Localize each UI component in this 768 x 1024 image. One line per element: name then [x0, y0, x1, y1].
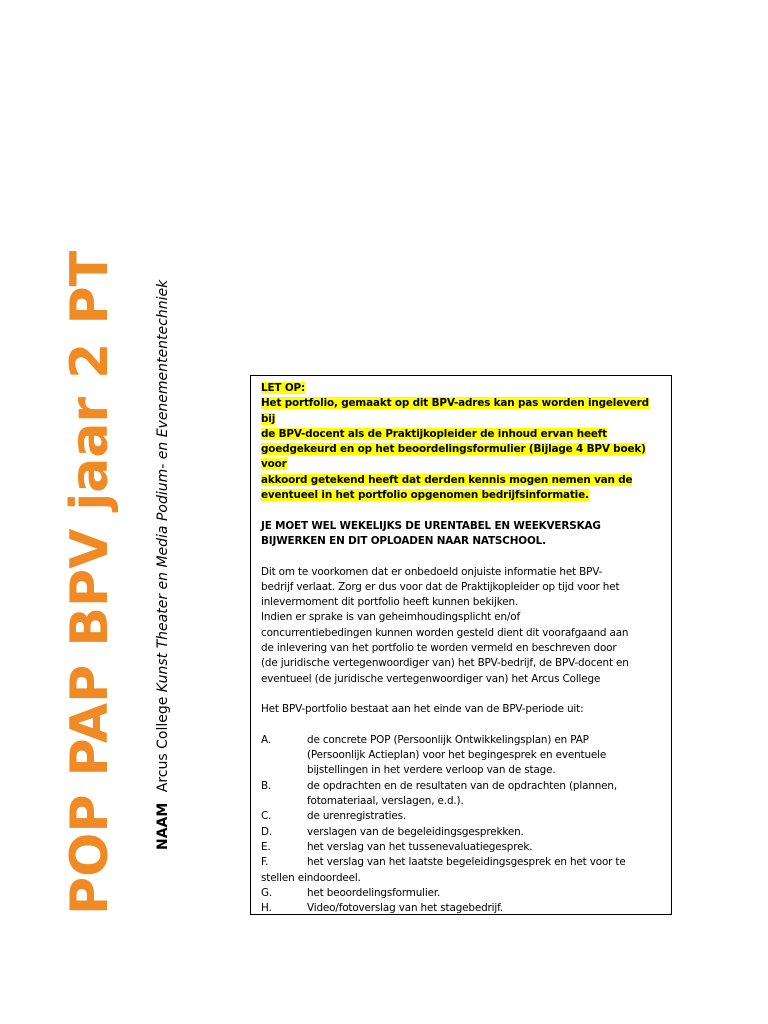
- list-text: het verslag van het laatste begeleidingsgesprek en het voor te: [307, 856, 626, 869]
- list-item: [261, 779, 663, 810]
- para-line: concurrentiebedingen kunnen worden gesteld dient dit voorafgaand aan: [261, 626, 629, 639]
- para-line: eventueel (de juridische vertegenwoordiger van) het Arcus College: [261, 672, 601, 685]
- school-name: Arcus College: [155, 696, 171, 793]
- list-text: stellen eindoordeel.: [261, 871, 361, 884]
- list-text: de concrete POP (Persoonlijk Ontwikkelingsplan) en PAP: [307, 733, 589, 746]
- list-text: (Persoonlijk Actieplan) voor het begingesprek en eventuele: [307, 749, 607, 762]
- let-op-heading: LET OP:: [261, 382, 305, 394]
- list-item: [261, 825, 663, 840]
- highlight-line: goedgekeurd en op het beoordelingsformulier (Bijlage 4 BPV boek) voor: [261, 443, 646, 471]
- notice-box: [250, 375, 672, 915]
- portfolio-list: [261, 733, 663, 917]
- list-item: [261, 840, 663, 855]
- list-text: fotomateriaal, verslagen, e.d.).: [307, 795, 464, 808]
- list-text: verslagen van de begeleidingsgesprekken.: [307, 825, 524, 838]
- caps-line: JE MOET WEL WEKELIJKS DE URENTABEL EN WEEKVERSKAG: [261, 519, 601, 532]
- list-item: [261, 886, 663, 901]
- highlight-line: akkoord getekend heeft dat derden kennis mogen nemen van de: [261, 473, 633, 486]
- list-letter: E.: [261, 840, 271, 853]
- student-school-line: [153, 280, 173, 850]
- list-text: bijstellingen in het verdere verloop van de stage.: [307, 764, 556, 777]
- list-letter: A.: [261, 733, 271, 746]
- list-text: Video/fotoverslag van het stagebedrijf.: [307, 902, 504, 915]
- caps-line: BIJWERKEN EN DIT OPLOADEN NAAR NATSCHOOL.: [261, 534, 546, 547]
- para-line: Indien er sprake is van geheimhoudingsplicht en/of: [261, 611, 520, 624]
- para-line: de inlevering van het portfolio te worden vermeld en beschreven door: [261, 642, 617, 655]
- department-name: Kunst Theater en Media Podium- en Evenemententechniek: [155, 279, 171, 693]
- portfolio-intro: Het BPV-portfolio bestaat aan het einde van de BPV-periode uit:: [261, 703, 584, 716]
- list-letter: B.: [261, 779, 272, 792]
- naam-label: NAAM: [155, 802, 171, 850]
- highlight-line: Het portfolio, gemaakt op dit BPV-adres kan pas worden ingeleverd bij: [261, 397, 649, 425]
- highlight-line: eventueel in het portfolio opgenomen bedrijfsinformatie.: [261, 489, 589, 502]
- list-item: [261, 855, 663, 886]
- para-line: bedrijf verlaat. Zorg er dus voor dat de Praktijkopleider op tijd voor het: [261, 580, 620, 593]
- explanation-paragraph: [261, 565, 663, 687]
- document-title: POP PAP BPV jaar 2 PT: [60, 250, 120, 915]
- list-text: de opdrachten en de resultaten van de opdrachten (plannen,: [307, 779, 618, 792]
- list-text: het verslag van het tussenevaluatiegesprek.: [307, 840, 533, 853]
- para-line: Dit om te voorkomen dat er onbedoeld onjuiste informatie het BPV-: [261, 565, 603, 578]
- list-letter: D.: [261, 825, 273, 838]
- list-item: [261, 809, 663, 824]
- list-item: [261, 733, 663, 779]
- list-letter: G.: [261, 886, 273, 899]
- list-text: het beoordelingsformulier.: [307, 886, 441, 899]
- list-item: [261, 901, 663, 916]
- list-letter: F.: [261, 856, 269, 869]
- list-letter: H.: [261, 902, 272, 915]
- list-letter: C.: [261, 810, 272, 823]
- para-line: (de juridische vertegenwoordiger van) het BPV-bedrijf, de BPV-docent en: [261, 657, 629, 670]
- para-line: inlevermoment dit portfolio heeft kunnen bekijken.: [261, 596, 519, 609]
- highlighted-notice: [261, 381, 663, 503]
- list-text: de urenregistraties.: [307, 810, 407, 823]
- highlight-line: de BPV-docent als de Praktijkopleider de inhoud ervan heeft: [261, 427, 607, 440]
- weekly-instruction: [261, 519, 663, 550]
